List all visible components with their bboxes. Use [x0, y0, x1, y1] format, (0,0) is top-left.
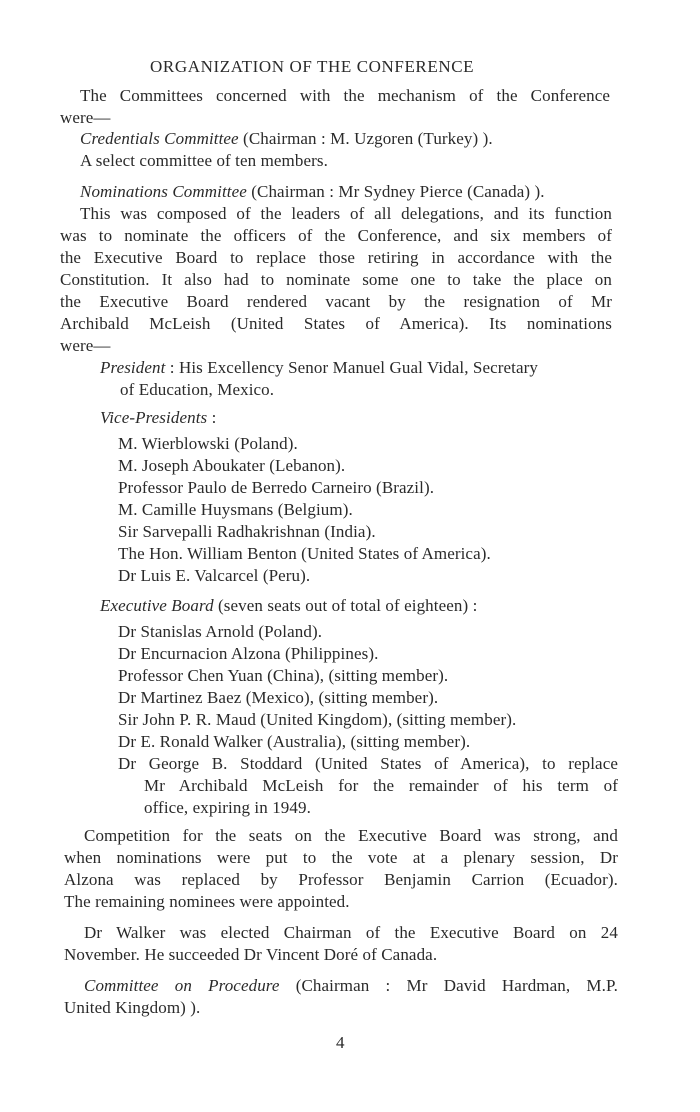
executive-board-item-cont: office, expiring in 1949. [144, 798, 311, 817]
walker-line-1: Dr Walker was elected Chairman of the Executive Board on 24 [84, 923, 618, 942]
executive-board-heading [100, 595, 477, 617]
nominations-para-line-1: This was composed of the leaders of all delegations, and its function [80, 204, 612, 223]
credentials-committee-desc: A select committee of ten members. [80, 151, 328, 170]
nominations-committee-name: Nominations Committee [80, 182, 247, 201]
vice-presidents-label: Vice-Presidents [100, 408, 208, 427]
vice-president-item: The Hon. William Benton (United States of America). [118, 544, 491, 563]
vice-president-item: Sir Sarvepalli Radhakrishnan (India). [118, 522, 376, 541]
credentials-committee-line [80, 128, 493, 150]
nominations-committee-line [80, 181, 545, 203]
executive-board-item: Sir John P. R. Maud (United Kingdom), (sitting member). [118, 710, 517, 729]
competition-line-3: Alzona was replaced by Professor Benjamin Carrion (Ecuador). [64, 870, 618, 889]
executive-board-label: Executive Board [100, 596, 214, 615]
page-title: ORGANIZATION OF THE CONFERENCE [150, 57, 475, 76]
nominations-para-line-7: were— [60, 336, 111, 355]
credentials-committee-chair: (Chairman : M. Uzgoren (Turkey) ). [238, 129, 493, 148]
executive-board-item: Dr Martinez Baez (Mexico), (sitting member). [118, 688, 439, 707]
executive-board-item: Dr E. Ronald Walker (Australia), (sitting member). [118, 732, 471, 751]
competition-line-4: The remaining nominees were appointed. [64, 892, 350, 911]
president-line [100, 357, 538, 379]
competition-line-1: Competition for the seats on the Executive Board was strong, and [84, 826, 618, 845]
procedure-committee-chair: (Chairman : Mr David Hardman, M.P. [279, 976, 619, 995]
vice-president-item: M. Camille Huysmans (Belgium). [118, 500, 353, 519]
vice-president-item: Professor Paulo de Berredo Carneiro (Brazil). [118, 478, 435, 497]
procedure-line-2: United Kingdom) ). [64, 998, 201, 1017]
vice-presidents-colon: : [207, 408, 217, 427]
executive-board-item: Dr George B. Stoddard (United States of America), to replace [118, 754, 618, 773]
executive-board-item: Professor Chen Yuan (China), (sitting member). [118, 666, 449, 685]
procedure-line-1 [84, 975, 618, 997]
credentials-committee-name: Credentials Committee [80, 129, 239, 148]
president-text: : His Excellency Senor Manuel Gual Vidal, Secretary [165, 358, 538, 377]
intro-line-2: were— [60, 108, 111, 127]
procedure-committee-name: Committee on Procedure [84, 976, 280, 995]
vice-presidents-heading [100, 407, 216, 429]
nominations-para-line-2: was to nominate the officers of the Conference, and six members of [60, 226, 612, 245]
competition-line-2: when nominations were put to the vote at a plenary session, Dr [64, 848, 618, 867]
executive-board-item: Dr Stanislas Arnold (Poland). [118, 622, 323, 641]
vice-president-item: M. Joseph Aboukater (Lebanon). [118, 456, 346, 475]
walker-line-2: November. He succeeded Dr Vincent Doré of Canada. [64, 945, 438, 964]
executive-board-rest: (seven seats out of total of eighteen) : [213, 596, 478, 615]
intro-line-1: The Committees concerned with the mechanism of the Conference [80, 86, 610, 105]
nominations-para-line-4: Constitution. It also had to nominate some one to take the place on [60, 270, 612, 289]
vice-president-item: M. Wierblowski (Poland). [118, 434, 298, 453]
vice-president-item: Dr Luis E. Valcarcel (Peru). [118, 566, 311, 585]
nominations-para-line-6: Archibald McLeish (United States of America). Its nominations [60, 314, 612, 333]
page-number: 4 [336, 1033, 345, 1052]
executive-board-item-cont: Mr Archibald McLeish for the remainder of his term of [144, 776, 618, 795]
nominations-committee-chair: (Chairman : Mr Sydney Pierce (Canada) ). [246, 182, 545, 201]
nominations-para-line-3: the Executive Board to replace those retiring in accordance with the [60, 248, 612, 267]
president-label: President [100, 358, 166, 377]
executive-board-item: Dr Encurnacion Alzona (Philippines). [118, 644, 379, 663]
nominations-para-line-5: the Executive Board rendered vacant by the resignation of Mr [60, 292, 612, 311]
president-line-2: of Education, Mexico. [120, 380, 275, 399]
